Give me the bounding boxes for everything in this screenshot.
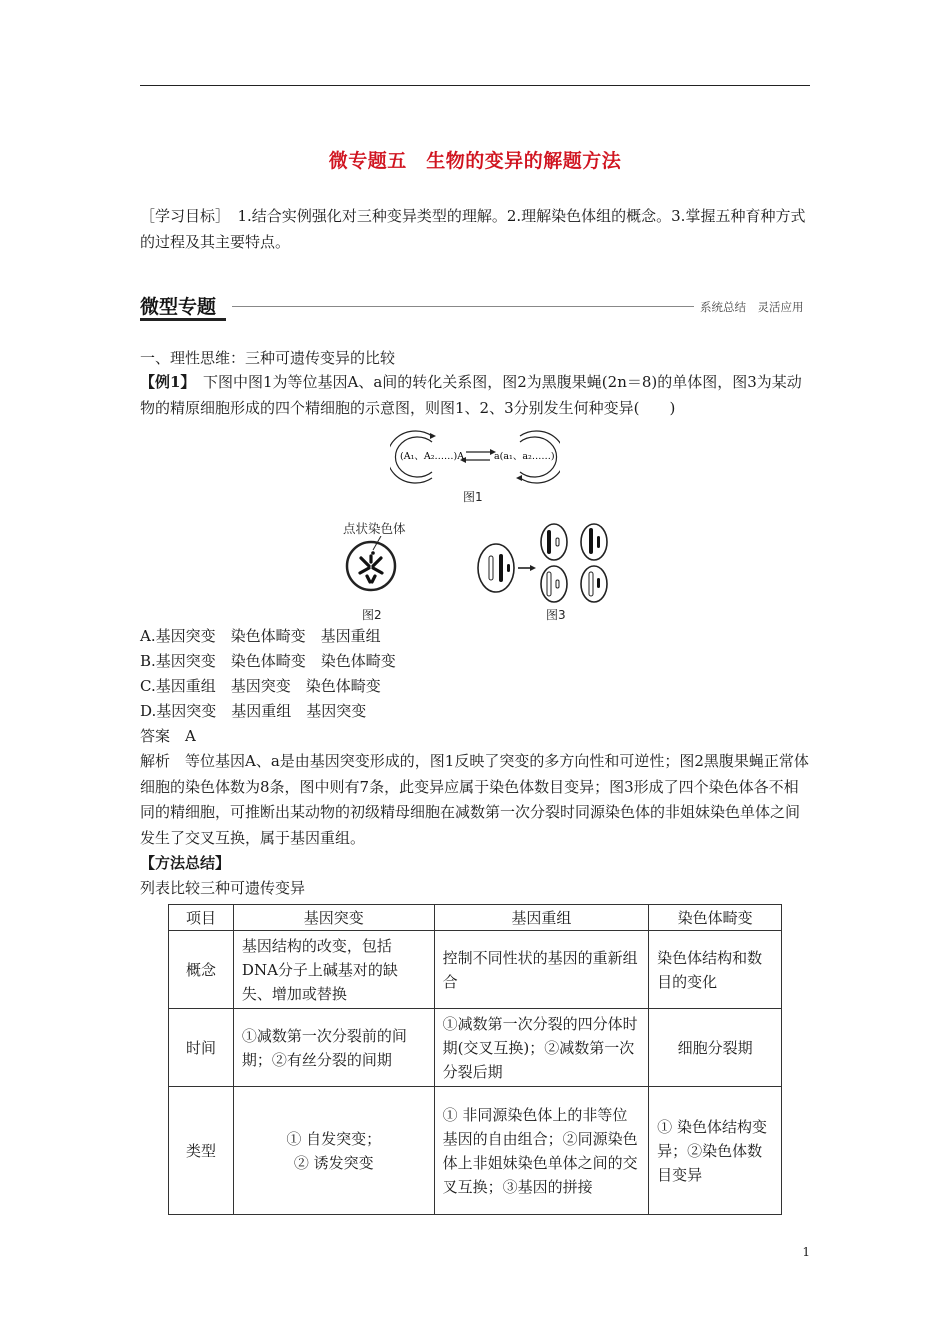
option-a: A.基因突变 染色体畸变 基因重组	[140, 627, 381, 645]
table-header-row	[169, 905, 782, 931]
section-banner-underline	[140, 318, 226, 321]
figure-2	[343, 536, 399, 592]
page-number: 1	[802, 1245, 810, 1259]
table-header-cell: 项目	[169, 905, 234, 931]
fig3-sperm-2	[581, 524, 607, 560]
section-banner-subtitle: 系统总结 灵活应用	[700, 300, 804, 314]
table-cell: 染色体结构和数目的变化	[649, 931, 782, 1009]
fig2-caption: 图2	[362, 608, 382, 622]
table-header-cell: 基因突变	[233, 905, 434, 931]
figure-1	[390, 424, 560, 484]
fig3-sperm-3	[541, 566, 567, 602]
fig1-left-label: (A₁、A₂……)A	[400, 451, 465, 462]
table-cell: ① 染色体结构变异；②染色体数目变异	[649, 1087, 782, 1215]
section-banner-title: 微型专题	[140, 296, 217, 318]
table-cell: ①减数第一次分裂前的间期；②有丝分裂的间期	[233, 1009, 434, 1087]
table-row	[169, 931, 782, 1009]
fig3-caption: 图3	[546, 608, 566, 622]
option-b: B.基因突变 染色体畸变 染色体畸变	[140, 652, 396, 670]
example-question	[140, 370, 812, 421]
example-tag: 【例1】	[140, 373, 188, 391]
method-summary-title: 【方法总结】	[140, 854, 231, 872]
analysis: 解析 等位基因A、a是由基因突变形成的，图1反映了突变的多方向性和可逆性；图2黑腹果蝇正常体细胞的染色体数为8条，图中则有7条，此变异应属于染色体数目变异；图3形成了四个染色体各不相同的精细胞，可推断出某动物的初级精母细胞在减数第一次分裂时同源染色体的非姐妹染色单体之间发生了交叉互换，属于基因重组。	[140, 752, 809, 847]
table-row	[169, 1087, 782, 1215]
table-header-cell: 染色体畸变	[649, 905, 782, 931]
fig2-label: 点状染色体	[343, 521, 406, 536]
table-cell: ① 非同源染色体上的非等位基因的自由组合；②同源染色体上非姐妹染色单体之间的交叉互换；③基因的拼接	[434, 1087, 649, 1215]
page-title: 微专题五 生物的变异的解题方法	[328, 150, 622, 172]
table-cell: 时间	[169, 1009, 234, 1087]
table-row	[169, 1009, 782, 1087]
figure-3	[474, 518, 616, 606]
fig3-sperm-1	[541, 524, 567, 560]
fig1-caption: 图1	[463, 490, 483, 504]
table-cell: ① 自发突变； ② 诱发突变	[233, 1087, 434, 1215]
table-cell: 概念	[169, 931, 234, 1009]
section-heading: 一、理性思维：三种可遗传变异的比较	[140, 349, 396, 367]
fig1-right-label: a(a₁、a₂……)	[494, 451, 555, 462]
table-cell: 类型	[169, 1087, 234, 1215]
option-d: D.基因突变 基因重组 基因突变	[140, 702, 367, 720]
fig3-sperm-4	[581, 566, 607, 602]
example-text: 下图中图1为等位基因A、a间的转化关系图，图2为黑腹果蝇(2n＝8)的单体图，图3为某动物的精原细胞形成的四个精细胞的示意图，则图1、2、3分别发生何种变异( )	[140, 373, 802, 417]
table-cell: ①减数第一次分裂的四分体时期(交叉互换)；②减数第一次分裂后期	[434, 1009, 649, 1087]
section-banner-rule	[232, 306, 694, 307]
comparison-table	[168, 904, 782, 1215]
learning-objectives: ［学习目标］ 1.结合实例强化对三种变异类型的理解。2.理解染色体组的概念。3.掌握五种育种方式的过程及其主要特点。	[140, 207, 806, 251]
option-c: C.基因重组 基因突变 染色体畸变	[140, 677, 381, 695]
table-cell: 控制不同性状的基因的重新组合	[434, 931, 649, 1009]
table-cell: 基因结构的改变，包括DNA分子上碱基对的缺失、增加或替换	[233, 931, 434, 1009]
table-cell: 细胞分裂期	[649, 1009, 782, 1087]
answer: 答案 A	[140, 727, 196, 745]
fig2-chromosomes	[360, 556, 382, 582]
fig2-dot-chromosome	[371, 551, 375, 555]
table-header-cell: 基因重组	[434, 905, 649, 931]
table-intro: 列表比较三种可遗传变异	[140, 879, 306, 897]
header-rule	[140, 85, 810, 86]
